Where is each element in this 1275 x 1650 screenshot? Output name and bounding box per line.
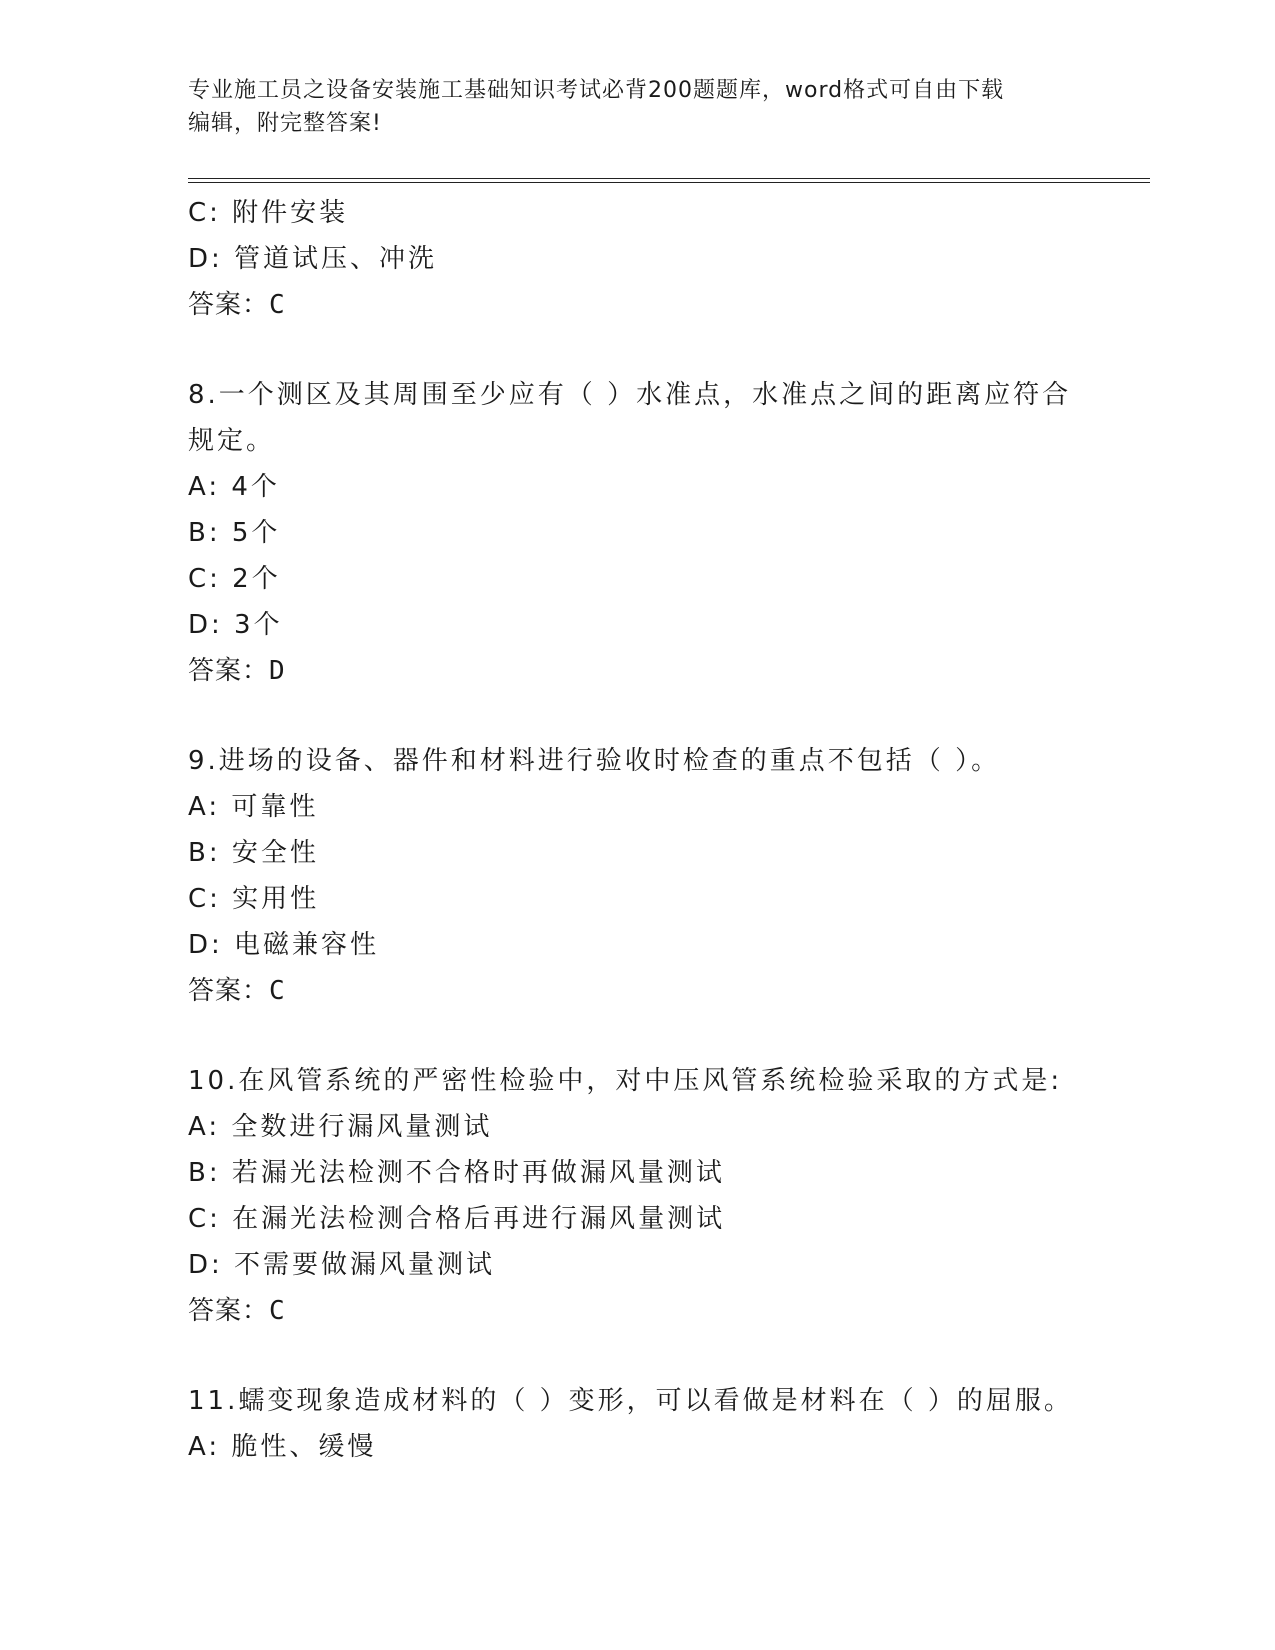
question-stem: 8.一个测区及其周围至少应有（ ）水准点，水准点之间的距离应符合 [188, 380, 1072, 410]
question-11 [188, 1378, 1148, 1470]
option-c: C: 附件安装 [188, 198, 349, 228]
header-divider-bottom [188, 182, 1150, 183]
header-divider-top [188, 178, 1150, 179]
answer: 答案：C [188, 290, 286, 320]
option-d: D: 电磁兼容性 [188, 930, 380, 960]
answer: 答案：C [188, 976, 286, 1006]
option-a: A: 脆性、缓慢 [188, 1432, 377, 1462]
option-a: A: 全数进行漏风量测试 [188, 1112, 493, 1142]
question-9 [188, 738, 1148, 1014]
option-a: A: 可靠性 [188, 792, 319, 822]
question-stem-continued: 规定。 [188, 426, 276, 456]
question-stem: 9.进场的设备、器件和材料进行验收时检查的重点不包括（ ）。 [188, 746, 1001, 776]
option-d: D: 3个 [188, 610, 283, 640]
option-b: B: 若漏光法检测不合格时再做漏风量测试 [188, 1158, 725, 1188]
question-8 [188, 372, 1148, 694]
option-c: C: 2个 [188, 564, 281, 594]
header-title-line2: 编辑，附完整答案! [188, 111, 382, 136]
option-a: A: 4个 [188, 472, 280, 502]
document-header [188, 74, 1088, 140]
question-stem: 11.蠕变现象造成材料的（ ）变形，可以看做是材料在（ ）的屈服。 [188, 1386, 1073, 1416]
option-d: D: 不需要做漏风量测试 [188, 1250, 496, 1280]
question-stem: 10.在风管系统的严密性检验中，对中压风管系统检验采取的方式是: [188, 1066, 1063, 1096]
question-10 [188, 1058, 1148, 1334]
answer: 答案：D [188, 656, 286, 686]
option-b: B: 安全性 [188, 838, 319, 868]
option-b: B: 5个 [188, 518, 281, 548]
answer: 答案：C [188, 1296, 286, 1326]
question-list [188, 190, 1148, 1470]
option-d: D: 管道试压、冲洗 [188, 244, 438, 274]
header-title-line1: 专业施工员之设备安装施工基础知识考试必背200题题库，word格式可自由下载 [188, 78, 1005, 103]
question-7-tail [188, 190, 1148, 328]
option-c: C: 实用性 [188, 884, 320, 914]
option-c: C: 在漏光法检测合格后再进行漏风量测试 [188, 1204, 726, 1234]
